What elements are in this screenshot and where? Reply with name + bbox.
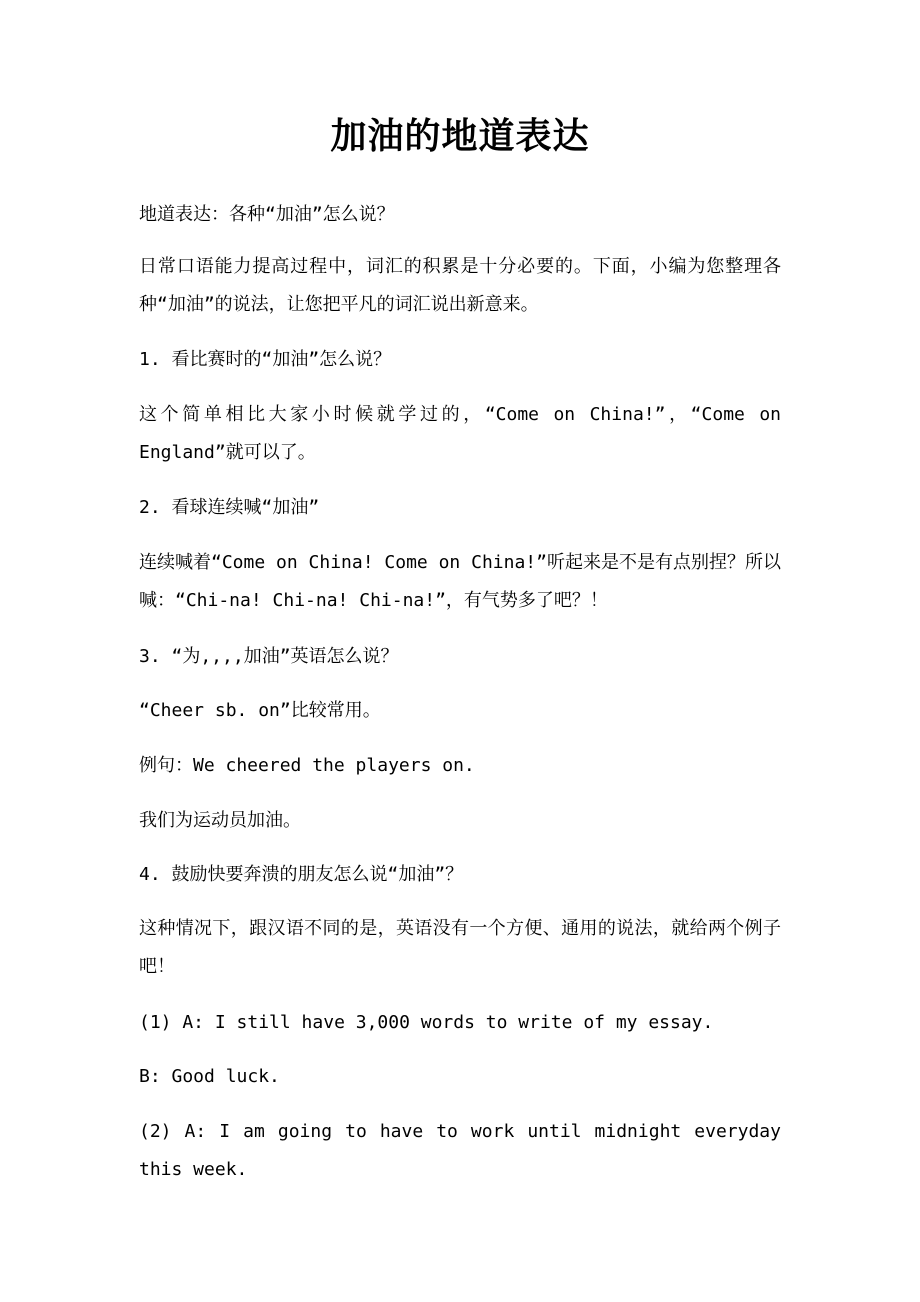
paragraph-cheer-on: “Cheer sb. on”比较常用。 (139, 700, 381, 721)
section-heading-4: 4. 鼓励快要奔溃的朋友怎么说“加油”？ (139, 864, 464, 885)
paragraph-dialogue-2a: (2) A: I am going to have to work until midnight everyday this week. (139, 1121, 781, 1180)
section-heading-3: 3. “为,,,,加油”英语怎么说？ (139, 646, 399, 667)
section-heading-1: 1. 看比赛时的“加油”怎么说？ (139, 349, 392, 370)
paragraph-section-4: 这种情况下，跟汉语不同的是，英语没有一个方便、通用的说法，就给两个例子吧！ (139, 918, 781, 977)
paragraph-dialogue-1a: (1) A: I still have 3,000 words to write of my essay. (139, 1012, 714, 1033)
section-heading-2: 2. 看球连续喊“加油” (139, 497, 320, 518)
paragraph-example-sentence: 例句：We cheered the players on. (139, 755, 475, 776)
paragraph-intro-heading: 地道表达：各种“加油”怎么说？ (139, 204, 395, 225)
paragraph-section-1: 这个简单相比大家小时候就学过的，“Come on China!”，“Come on England”就可以了。 (139, 404, 781, 463)
paragraph-example-translation: 我们为运动员加油。 (139, 810, 301, 831)
paragraph-dialogue-1b: B: Good luck. (139, 1066, 280, 1087)
paragraph-intro: 日常口语能力提高过程中，词汇的积累是十分必要的。下面，小编为您整理各种“加油”的说法，让您把平凡的词汇说出新意来。 (139, 256, 781, 315)
document-title: 加油的地道表达 (330, 115, 590, 157)
paragraph-section-2: 连续喊着“Come on China! Come on China!”听起来是不是有点别捏？所以喊：“Chi-na! Chi-na! Chi-na!”，有气势多了吧？！ (139, 552, 781, 611)
